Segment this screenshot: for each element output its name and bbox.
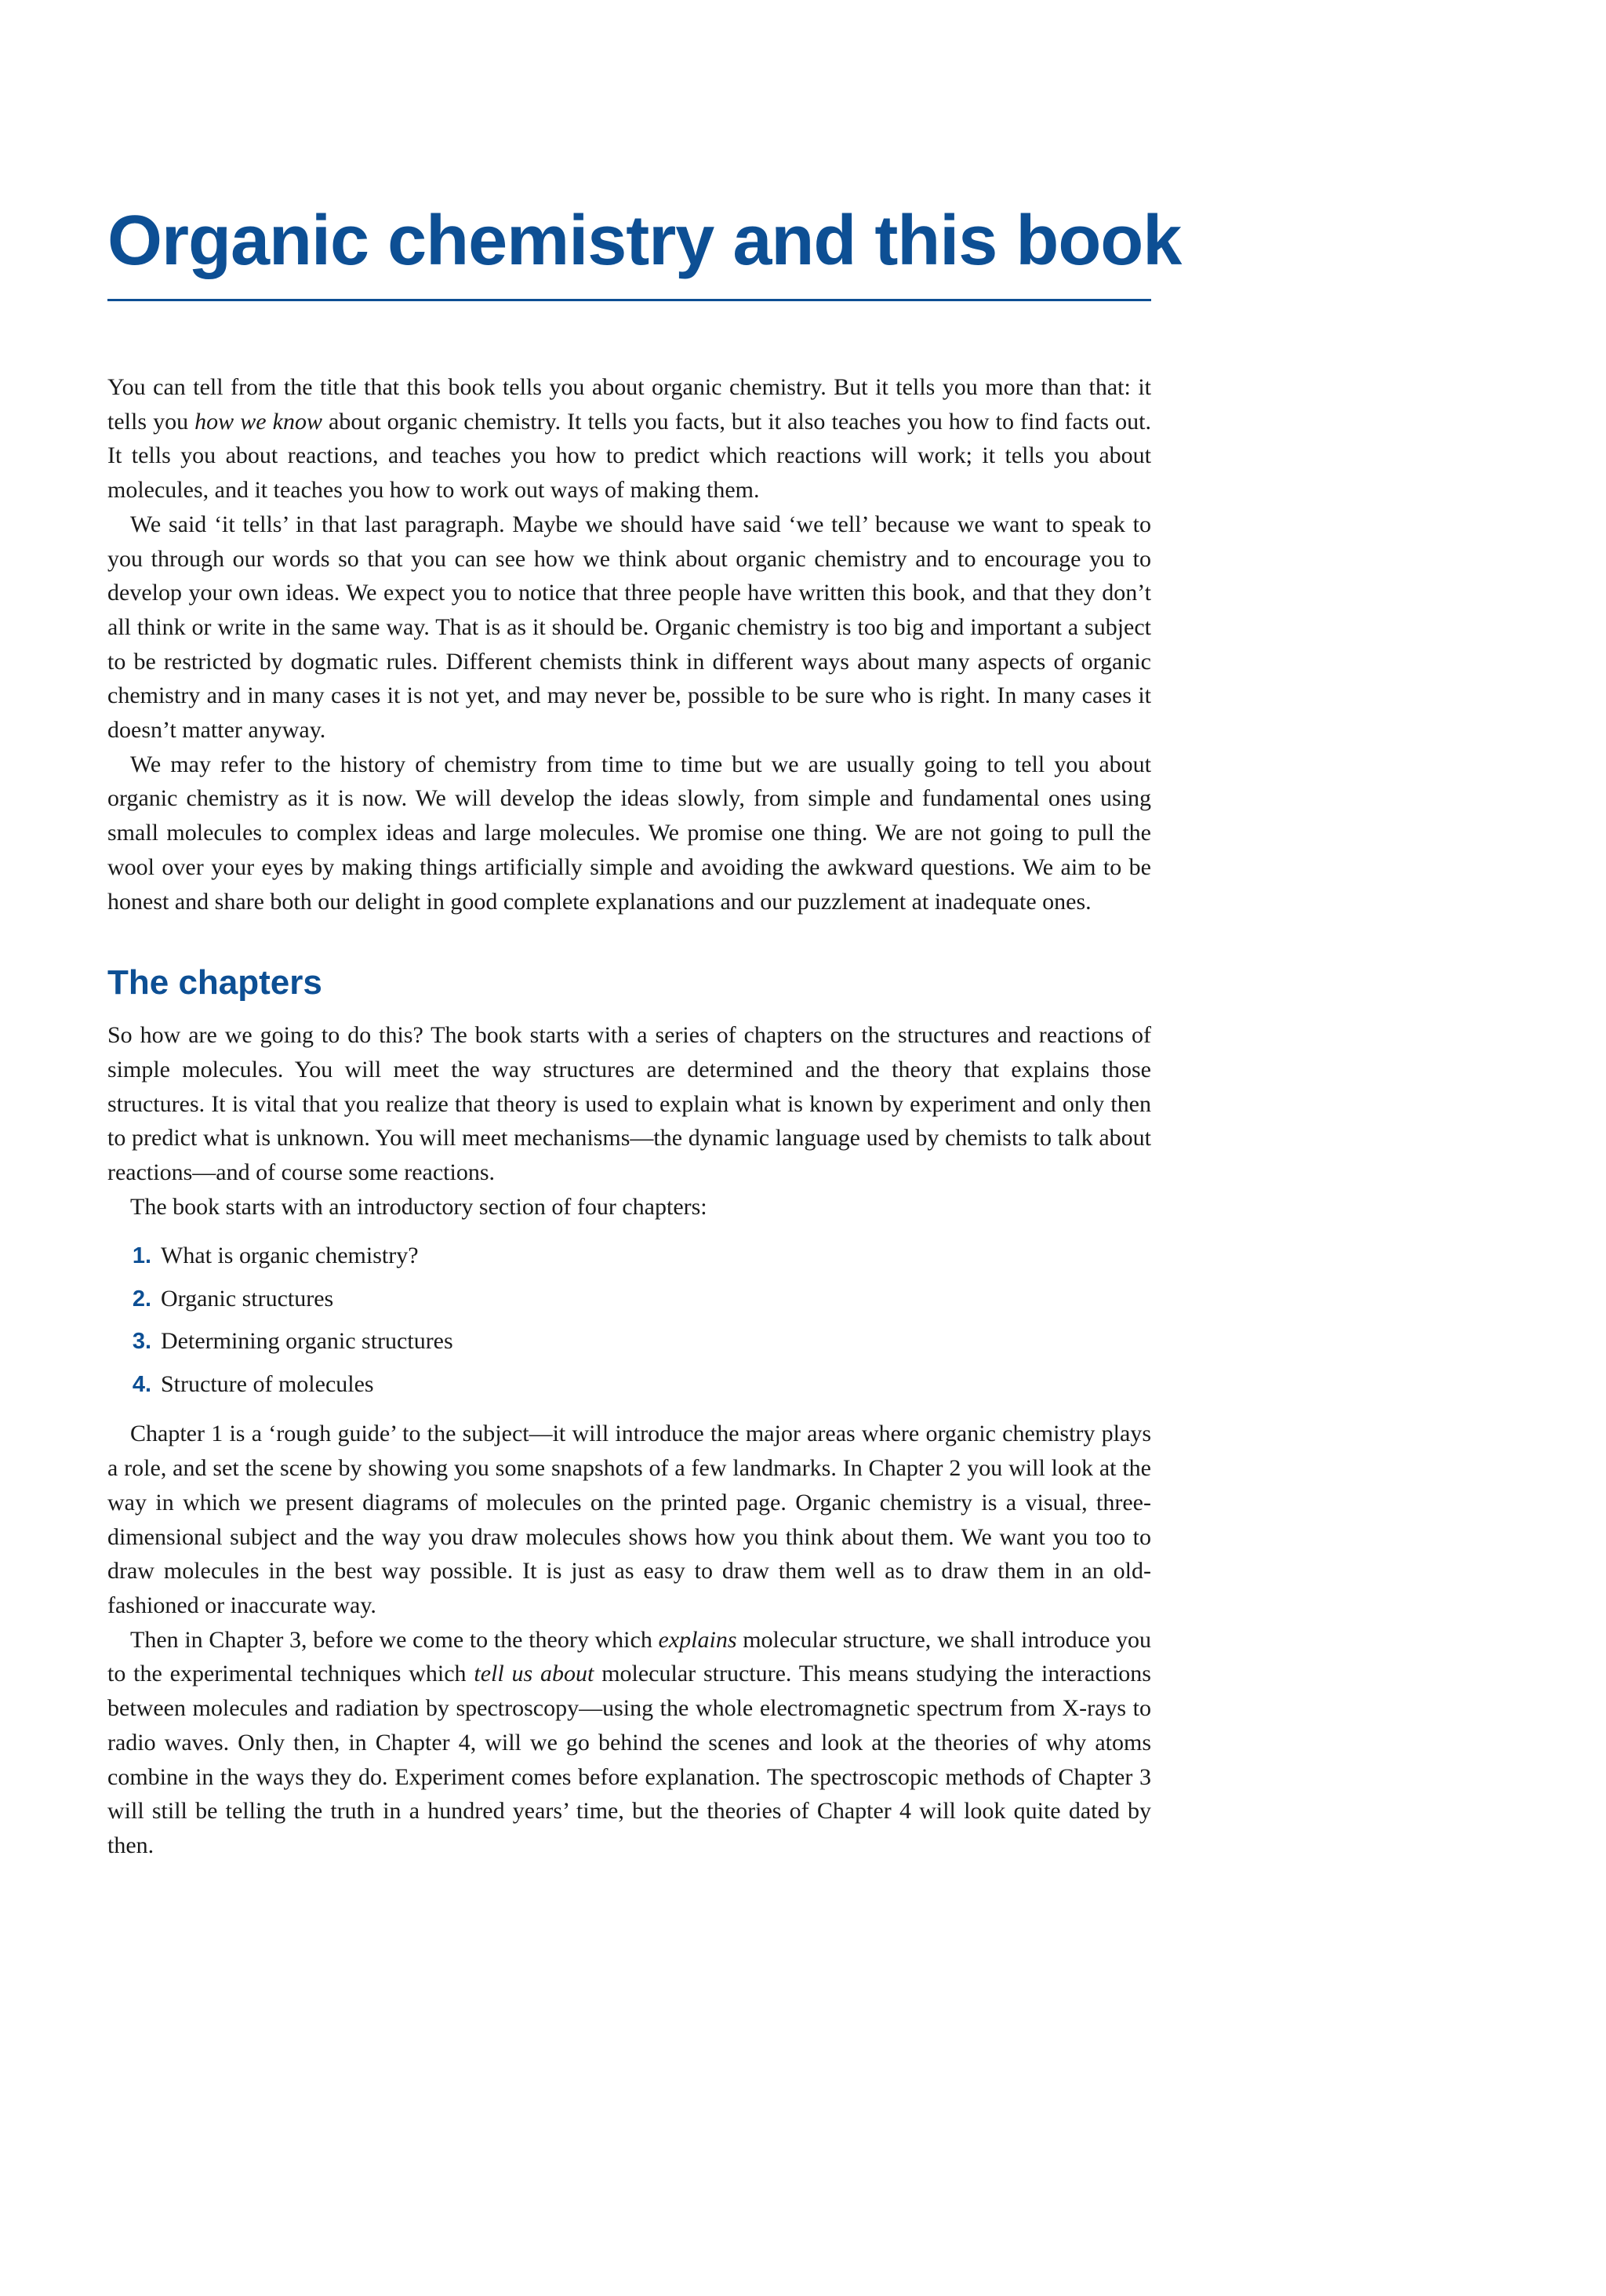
text-run: We said ‘it tells’ in that last paragraph. Maybe we should have said ‘we tell’ because we want to speak to you through our words so that you can see how we think about organic chemistry and to encourage you to develop your own ideas. We expect you to notice that three people have written this book, and that they don’t all think or write in the same way. That is as it should be. Organic chemistry is too big and important a subject to be restricted by dogmatic rules. Different chemists think in different ways about many aspects of organic chemistry and in many cases it is not yet, and may never be, possible to be sure who is right. In many cases it doesn’t matter anyway. <box>107 511 1151 744</box>
intro-paragraph-1 <box>107 370 1151 508</box>
intro-section <box>107 370 1151 919</box>
chapter-list-item <box>107 1235 1151 1278</box>
text-run: You can tell from the title that this book tells you about organic chemistry. But it tells you more than that: it tells you <box>107 374 1151 435</box>
chapter-label: Structure of molecules <box>161 1370 374 1397</box>
text-run: molecular structure, we shall introduce you to the experimental techniques which <box>107 1626 1151 1687</box>
chapters-paragraph-4 <box>107 1623 1151 1863</box>
intro-paragraph-2 <box>107 508 1151 748</box>
text-run: The book starts with an introductory section of four chapters: <box>130 1193 707 1220</box>
chapter-number: 4. <box>132 1371 151 1397</box>
text-run: Then in Chapter 3, before we come to the theory which <box>130 1626 659 1653</box>
chapter-label: What is organic chemistry? <box>161 1243 419 1269</box>
chapter-label: Organic structures <box>161 1285 334 1312</box>
chapters-paragraph-2 <box>107 1190 1151 1224</box>
chapter-list-item <box>107 1363 1151 1406</box>
chapter-list-item <box>107 1320 1151 1363</box>
chapters-paragraph-1 <box>107 1018 1151 1190</box>
chapters-paragraph-3 <box>107 1417 1151 1622</box>
text-run: about organic chemistry. It tells you facts, but it also teaches you how to find facts out. It tells you about reactions, and teaches you how to predict which reactions will work; it tells you about molecules, and it teaches you how to work out ways of making them. <box>107 408 1151 504</box>
chapter-number: 3. <box>132 1329 151 1355</box>
italic-emphasis: how we know <box>194 408 322 435</box>
chapter-number: 1. <box>132 1243 151 1269</box>
chapter-number: 2. <box>132 1286 151 1312</box>
page-title: Organic chemistry and this book <box>107 202 1182 280</box>
text-run: So how are we going to do this? The book starts with a series of chapters on the structures and reactions of simple molecules. You will meet the way structures are determined and the theory that explains those structures. It is vital that you realize that theory is used to explain what is known by experiment and only then to predict what is unknown. You will meet mechanisms—the dynamic language used by chemists to talk about reactions—and of course some reactions. <box>107 1022 1151 1186</box>
text-run: Chapter 1 is a ‘rough guide’ to the subject—it will introduce the major areas where organic chemistry plays a role, and set the scene by showing you some snapshots of a few landmarks. In Chapter 2 you will look at the way in which we present diagrams of molecules on the printed page. Organic chemistry is a visual, three-dimensional subject and the way you draw molecules shows how you think about them. We want you too to draw molecules in the best way possible. It is just as easy to draw them well as to draw them in an old-fashioned or inaccurate way. <box>107 1421 1151 1618</box>
title-underline-rule <box>107 299 1151 301</box>
chapter-list-item <box>107 1278 1151 1321</box>
section-heading-chapters: The chapters <box>107 963 322 1002</box>
text-run: molecular structure. This means studying the interactions between molecules and radiation by spectroscopy—using the whole electromagnetic spectrum from X-rays to radio waves. Only then, in Chapter 4, will we go behind the scenes and look at the theories of why atoms combine in the ways they do. Experiment comes before explanation. The spectroscopic methods of Chapter 3 will still be telling the truth in a hundred years’ time, but the theories of Chapter 4 will look quite dated by then. <box>107 1661 1151 1858</box>
text-column <box>107 180 1182 1863</box>
italic-emphasis: explains <box>658 1626 737 1653</box>
chapter-label: Determining organic structures <box>161 1328 453 1355</box>
text-run: We may refer to the history of chemistry from time to time but we are usually going to tell you about organic chemistry as it is now. We will develop the ideas slowly, from simple and fundamental ones using small molecules to complex ideas and large molecules. We promise one thing. We are not going to pull the wool over your eyes by making things artificially simple and avoiding the awkward questions. We aim to be honest and share both our delight in good complete explanations and our puzzlement at inadequate ones. <box>107 751 1151 915</box>
intro-paragraph-3 <box>107 748 1151 919</box>
chapter-list <box>107 1235 1151 1406</box>
italic-emphasis: tell us about <box>474 1661 594 1687</box>
